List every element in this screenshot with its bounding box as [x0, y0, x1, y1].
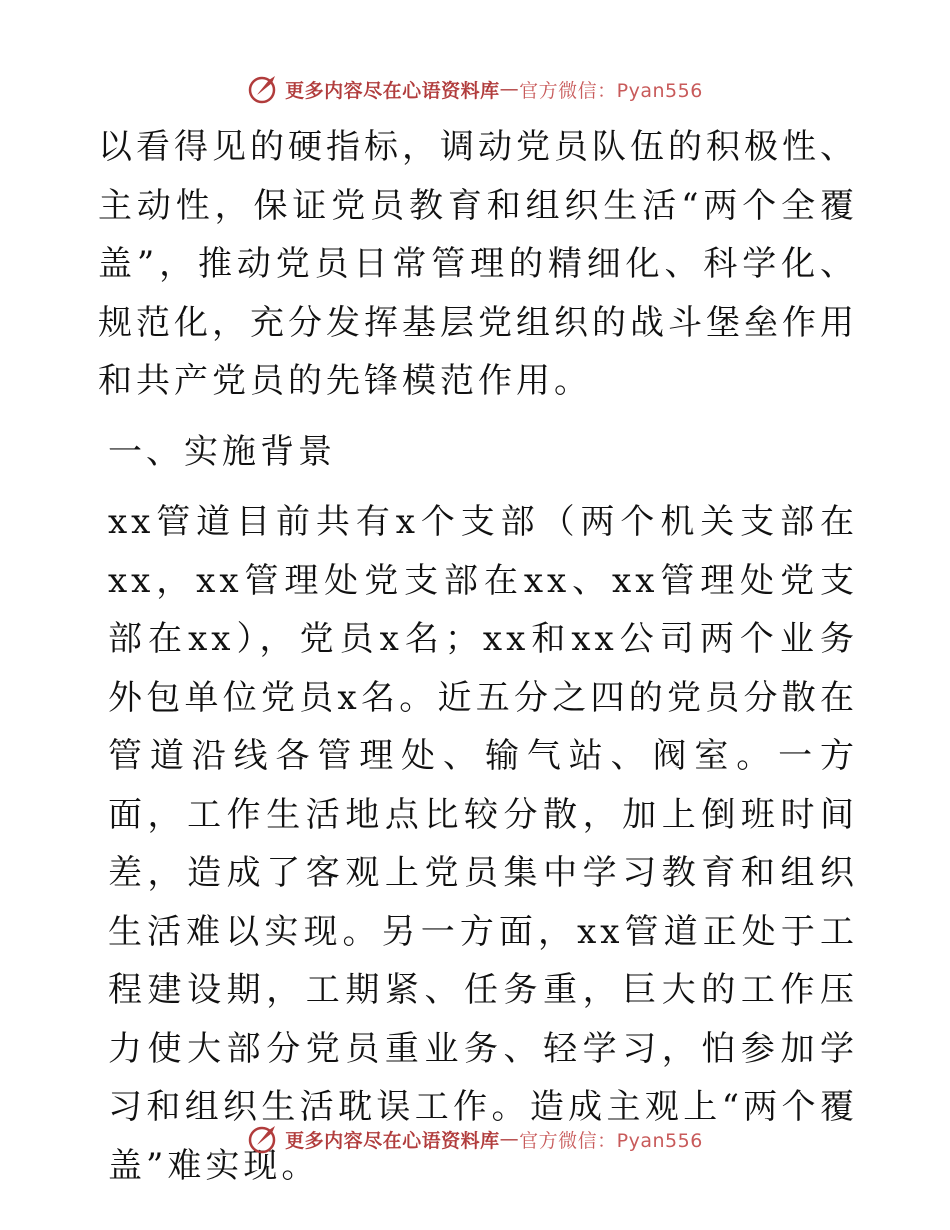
footer-banner-account: 官方微信：Pyan556: [519, 1129, 703, 1152]
body-paragraph-2: xx管道目前共有x个支部（两个机关支部在xx，xx管理处党支部在xx、xx管理处党支部在xx），党员x名；xx和xx公司两个业务外包单位党员x名。近五分之四的党员分散在管道沿线各管理处、输气站、阀室。一方面，工作生活地点比较分散，加上倒班时间差，造成了客观上党员集中学习教育和组织生活难以实现。另一方面，xx管道正处于工程建设期，工期紧、任务重，巨大的工作压力使大部分党员重业务、轻学习，怕参加学习和组织生活耽误工作。造成主观上“两个覆盖”难实现。: [108, 502, 858, 1186]
footer-banner-dash: —: [499, 1128, 520, 1150]
section-heading: 一、实施背景: [108, 431, 336, 472]
page-footer-banner: [0, 1122, 950, 1156]
footer-banner-text: 更多内容尽在心语资料库: [285, 1129, 500, 1152]
body-paragraph-1: 以看得见的硬指标，调动党员队伍的积极性、主动性，保证党员教育和组织生活“两个全覆盖”，推动党员日常管理的精细化、科学化、规范化，充分发挥基层党组织的战斗堡垒作用和共产党员的先锋模范作用。: [98, 127, 858, 401]
header-banner-account: 官方微信：Pyan556: [519, 79, 703, 102]
document-body: [98, 118, 858, 1195]
header-banner-dash: —: [499, 78, 520, 100]
quill-logo-icon: [247, 1122, 281, 1156]
page-header-banner: [0, 72, 950, 106]
quill-logo-icon: [247, 72, 281, 106]
header-banner-text: 更多内容尽在心语资料库: [285, 79, 500, 102]
